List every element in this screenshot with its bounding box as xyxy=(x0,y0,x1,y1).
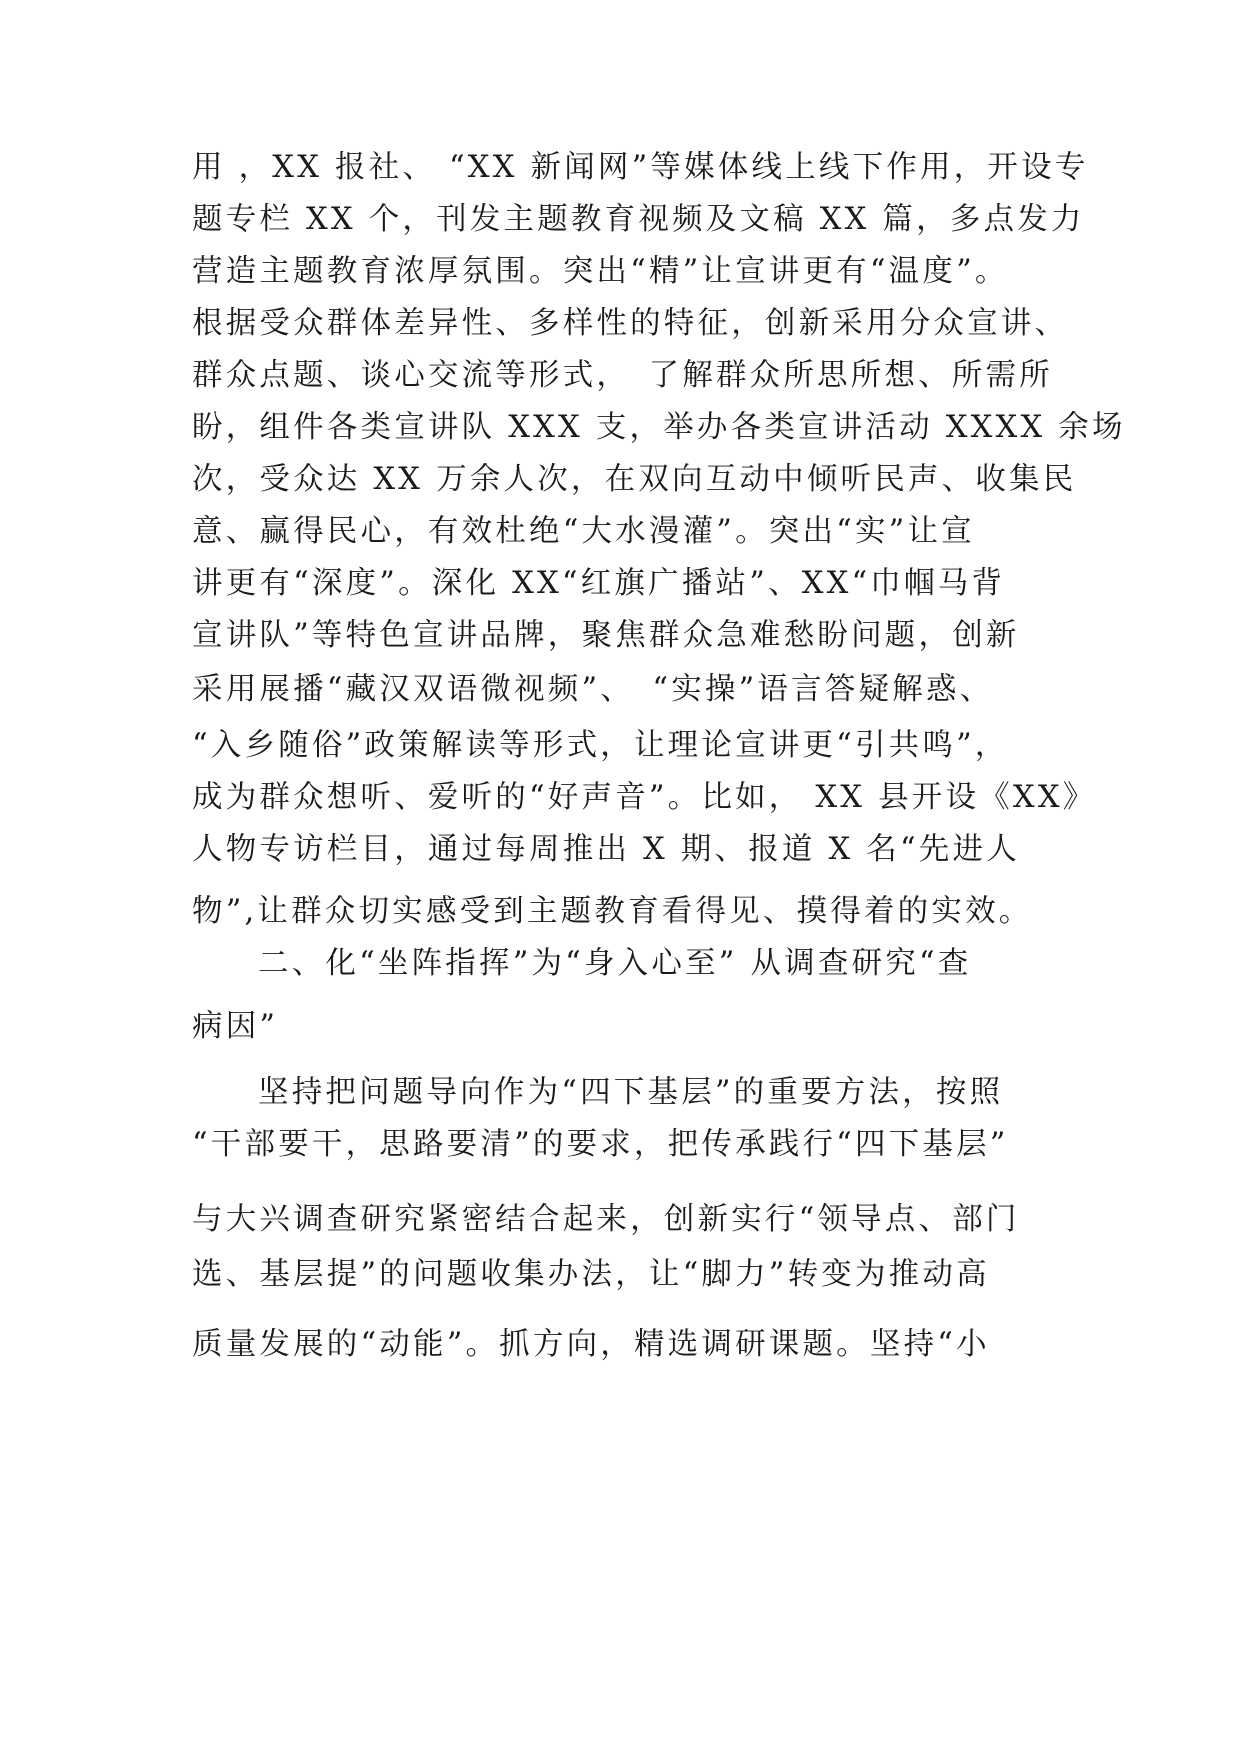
body-text-line: 与大兴调查研究紧密结合起来，创新实行“领导点、部门 xyxy=(192,1202,1020,1237)
body-text-line: 根据受众群体差异性、多样性的特征，创新采用分众宣讲、 xyxy=(192,306,1069,341)
body-text-line: 营造主题教育浓厚氛围。突出“精”让宣讲更有“温度”。 xyxy=(192,254,1009,289)
body-text-line: “入乡随俗”政策解读等形式，让理论宣讲更“引共鸣”， xyxy=(192,728,1009,763)
paragraph-first-line: 坚持把问题导向作为“四下基层”的重要方法，按照 xyxy=(258,1075,1004,1110)
section-heading-continuation: 病因” xyxy=(192,1009,279,1044)
body-text-line: 题专栏 XX 个，刊发主题教育视频及文稿 XX 篇，多点发力 xyxy=(192,202,1085,237)
body-text-line: 意、赢得民心，有效杜绝“大水漫灌”。突出“实”让宣 xyxy=(192,514,975,549)
body-text-line: 质量发展的“动能”。抓方向，精选调研课题。坚持“小 xyxy=(192,1327,990,1362)
body-text-line: 选、基层提”的问题收集办法，让“脚力”转变为推动高 xyxy=(192,1257,990,1292)
body-text-line: 群众点题、谈心交流等形式， 了解群众所思所想、所需所 xyxy=(192,358,1053,393)
body-text-line: 宣讲队”等特色宣讲品牌，聚焦群众急难愁盼问题，创新 xyxy=(192,618,1020,653)
body-text-line: 用 ，XX 报社、 “XX 新闻网”等媒体线上线下作用，开设专 xyxy=(192,150,1089,185)
body-text-line: 讲更有“深度”。深化 XX“红旗广播站”、XX“巾帼马背 xyxy=(192,566,1006,601)
section-heading: 二、化“坐阵指挥”为“身入心至” 从调查研究“查 xyxy=(258,946,972,981)
body-text-line: 人物专访栏目，通过每周推出 X 期、报道 X 名“先进人 xyxy=(192,832,1020,867)
body-text-line: “干部要干，思路要清”的要求，把传承践行“四下基层” xyxy=(192,1127,1009,1162)
body-text-line: 盼，组件各类宣讲队 XXX 支，举办各类宣讲活动 XXXX 余场 xyxy=(192,410,1126,445)
body-text-line: 成为群众想听、爱听的“好声音”。比如， XX 县开设《XX》 xyxy=(192,780,1097,815)
body-text-line: 次，受众达 XX 万余人次，在双向互动中倾听民声、收集民 xyxy=(192,462,1077,497)
body-text-line: 物”,让群众切实感受到主题教育看得见、摸得着的实效。 xyxy=(192,894,1033,929)
body-text-line: 采用展播“藏汉双语微视频”、 “实操”语言答疑解惑、 xyxy=(192,672,994,707)
